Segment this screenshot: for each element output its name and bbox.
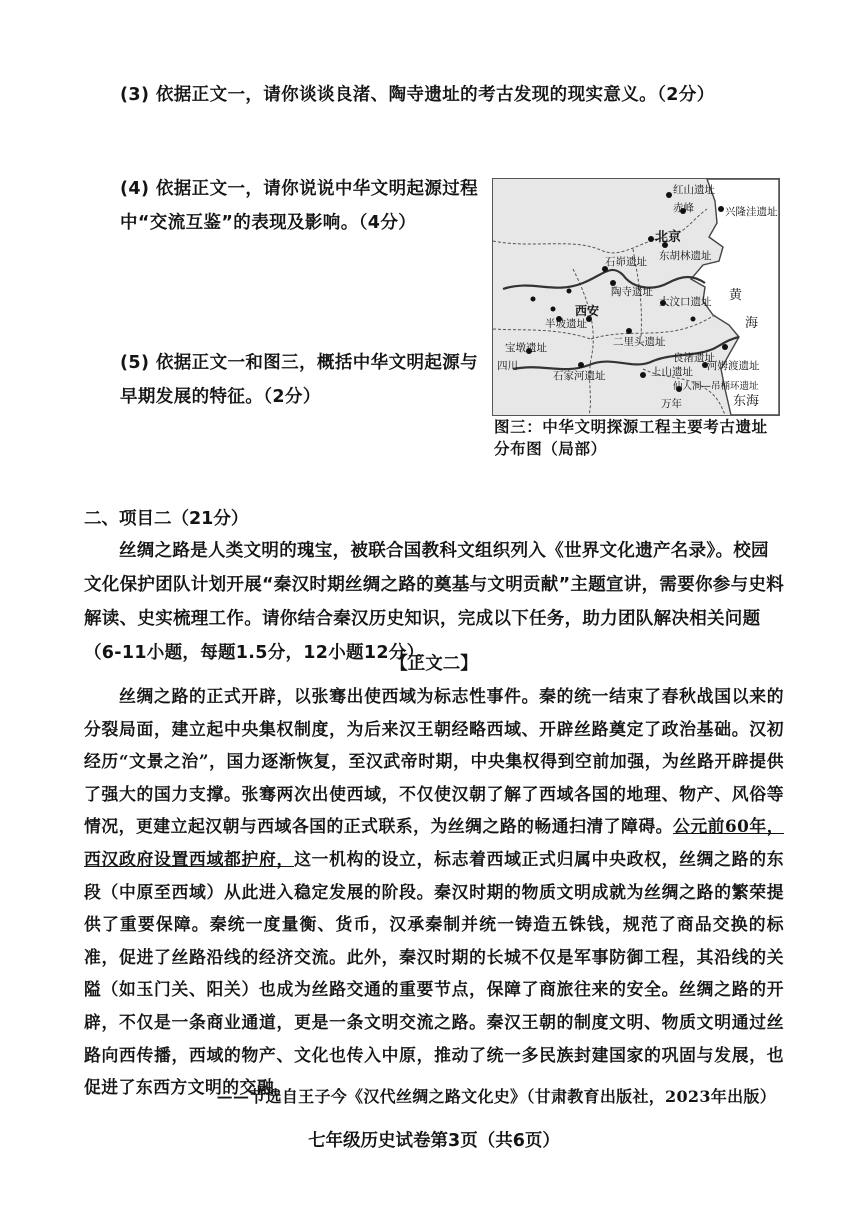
map-label-taosi: 陶寺遗址 [611, 286, 653, 298]
passage [84, 680, 784, 1104]
map-label-sichuan: 四川 [497, 360, 518, 372]
map-label-baodun: 宝墩遗址 [505, 342, 547, 354]
map-label-donghulin: 东胡林遗址 [659, 250, 712, 262]
map-svg [493, 179, 779, 415]
question-4-line-2: 中“交流互鉴”的表现及影响。（4分） [120, 213, 417, 233]
map-caption-line-2: 分布图（局部） [494, 439, 607, 458]
passage-source: ——节选自王子今《汉代丝绸之路文化史》（甘肃教育出版社，2023年出版） [216, 1087, 776, 1106]
map-label-shijiahe: 石家河遗址 [553, 370, 606, 382]
map-label-hai: 海 [745, 316, 759, 331]
question-3: (3) 依据正文一，请你谈谈良渚、陶寺遗址的考古发现的现实意义。（2分） [120, 85, 715, 105]
question-5 [120, 346, 480, 414]
map-label-wannian: 万年 [661, 398, 682, 410]
map-caption-line-1: 图三：中华文明探源工程主要考古遗址 [494, 417, 768, 436]
map-label-beijing: 北京 [655, 230, 682, 245]
map-caption [494, 416, 794, 460]
question-5-line-2: 早期发展的特征。（2分） [120, 387, 321, 407]
passage-underlined: 公元前60年，西汉政府设置西域都护府， [84, 816, 784, 869]
archaeological-site-map [492, 178, 780, 416]
map-label-dong-hai: 东海 [733, 394, 760, 409]
map-label-xianrendong: 仙人洞—吊桶环遗址 [673, 381, 759, 392]
section-intro: 丝绸之路是人类文明的瑰宝，被联合国教科文组织列入《世界文化遗产名录》。校园文化保护团队计划开展“秦汉时期丝绸之路的奠基与文明贡献”主题宣讲，需要你参与史料解读、史实梳理工作。请你结合秦汉历史知识，完成以下任务，助力团队解决相关问题（6-11小题，每题1.5分，12小题12分）。 [84, 541, 784, 663]
question-4-line-1: (4) 依据正文一，请你说说中华文明起源过程 [120, 179, 479, 199]
question-4 [120, 172, 480, 240]
map-label-hemudu: 河姆渡遗址 [707, 360, 760, 372]
map-label-shimao: 石峁遗址 [605, 256, 647, 268]
text-title: 【正文二】 [390, 654, 478, 674]
map-label-chifeng: 赤峰 [673, 202, 694, 214]
passage-part-2: 这一机构的设立，标志着西域正式归属中央政权，丝绸之路的东段（中原至西域）从此进入稳定发展的阶段。秦汉时期的物质文明成就为丝绸之路的繁荣提供了重要保障。秦统一度量衡、货币，汉承秦制并统一铸造五铢钱，规范了商品交换的标准，促进了丝路沿线的经济交流。此外，秦汉时期的长城不仅是军事防御工程，其沿线的关隘（如玉门关、阳关）也成为丝路交通的重要节点，保障了商旅往来的安全。丝绸之路的开辟，不仅是一条商业通道，更是一条文明交流之路。秦汉王朝的制度文明、物质文明通过丝路向西传播，西域的物产、文化也传入中原，推动了统一多民族封建国家的巩固与发展，也促进了东西方文明的交融。 [84, 848, 784, 1098]
map-label-erlitou: 二里头遗址 [613, 336, 666, 348]
map-label-dawenkou: 大汶口遗址 [659, 296, 712, 308]
map-label-xian: 西安 [575, 304, 600, 318]
map-label-hongshan: 红山遗址 [673, 184, 715, 196]
question-5-line-1: (5) 依据正文一和图三，概括中华文明起源与 [120, 353, 479, 373]
map-label-xinglongwa: 兴隆洼遗址 [725, 206, 778, 218]
section-heading: 二、项目二（21分） [84, 509, 249, 529]
map-label-liangzhu: 良渚遗址 [673, 352, 715, 364]
passage-part-1: 丝绸之路的正式开辟，以张骞出使西域为标志性事件。秦的统一结束了春秋战国以来的分裂局面，建立起中央集权制度，为后来汉王朝经略西域、开辟丝路奠定了政治基础。汉初经历“文景之治”，国力逐渐恢复，至汉武帝时期，中央集权得到空前加强，为丝路开辟提供了强大的国力支撑。张骞两次出使西域，不仅使汉朝了解了西域各国的地理、物产、风俗等情况，更建立起汉朝与西域各国的正式联系，为丝绸之路的畅通扫清了障碍。 [84, 686, 784, 837]
map-label-huang: 黄 [729, 288, 743, 303]
page-footer: 七年级历史试卷第3页（共6页） [308, 1131, 560, 1151]
map-label-banpo: 半坡遗址 [545, 318, 587, 330]
map-label-shangshan: 上山遗址 [651, 366, 693, 378]
